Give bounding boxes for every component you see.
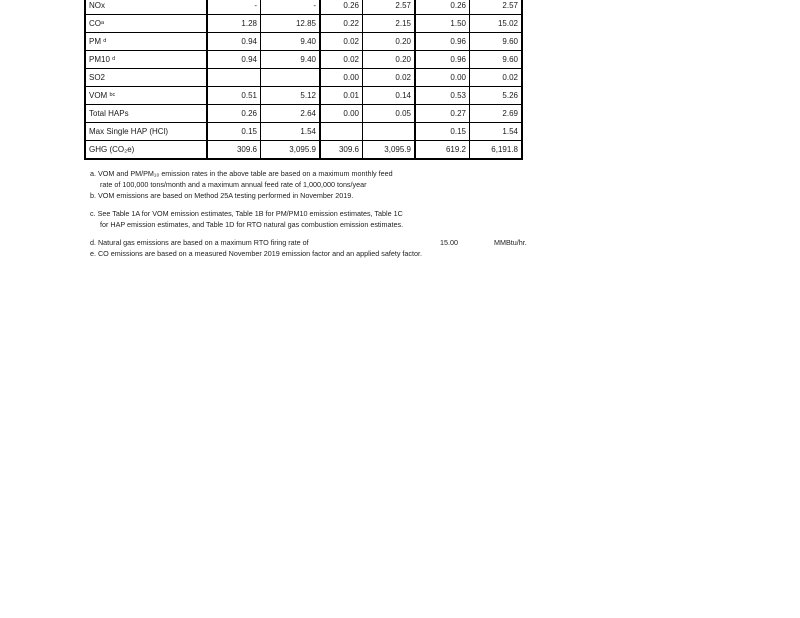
table-cell: 0.15 [207, 123, 261, 141]
table-cell: 309.6 [207, 141, 261, 160]
table-cell [320, 123, 363, 141]
table-cell: 0.26 [415, 0, 470, 15]
table-cell: 9.60 [470, 51, 523, 69]
note-d-value: 15.00 [440, 238, 458, 247]
table-cell: 15.02 [470, 15, 523, 33]
table-row [85, 87, 522, 105]
row-label: NOx [85, 0, 207, 15]
table-cell: 9.40 [261, 33, 321, 51]
row-label: SO2 [85, 69, 207, 87]
emissions-table [84, 0, 523, 160]
table-cell: 0.22 [320, 15, 363, 33]
row-label: Total HAPs [85, 105, 207, 123]
note-c [90, 208, 550, 230]
table-cell: 0.00 [320, 69, 363, 87]
table-cell: 3,095.9 [363, 141, 416, 160]
table-cell: 2.57 [363, 0, 416, 15]
table-cell: 619.2 [415, 141, 470, 160]
table-cell: 0.94 [207, 33, 261, 51]
note-b: b. VOM emissions are based on Method 25A testing performed in November 2019. [90, 191, 354, 200]
row-label: PM ᵈ [85, 33, 207, 51]
table-cell: 0.26 [320, 0, 363, 15]
table-row [85, 0, 522, 15]
table-cell: 5.12 [261, 87, 321, 105]
table-cell: 2.64 [261, 105, 321, 123]
table-cell: 9.40 [261, 51, 321, 69]
table-cell: 0.26 [207, 105, 261, 123]
table-cell: 0.00 [320, 105, 363, 123]
table-cell [363, 123, 416, 141]
table-row [85, 33, 522, 51]
table-cell: 0.96 [415, 51, 470, 69]
row-label: VOM ᵇᶜ [85, 87, 207, 105]
table-cell: 2.57 [470, 0, 523, 15]
table-cell [207, 69, 261, 87]
note-d-text: d. Natural gas emissions are based on a maximum RTO firing rate of [90, 238, 309, 247]
table-cell: 1.54 [470, 123, 523, 141]
table-row [85, 141, 522, 160]
table-row [85, 105, 522, 123]
table-cell: 0.14 [363, 87, 416, 105]
note-c-line1: c. See Table 1A for VOM emission estimates, Table 1B for PM/PM10 emission estimates, Table 1C [90, 209, 403, 218]
table-cell: 1.54 [261, 123, 321, 141]
table-cell: 0.96 [415, 33, 470, 51]
table-cell: 0.94 [207, 51, 261, 69]
table-row [85, 69, 522, 87]
table-row [85, 123, 522, 141]
table-cell: 0.20 [363, 33, 416, 51]
table-notes [90, 168, 550, 259]
table-cell: 6,191.8 [470, 141, 523, 160]
table-cell: 0.05 [363, 105, 416, 123]
table-cell: 0.53 [415, 87, 470, 105]
note-a [90, 168, 550, 190]
table-cell: 5.26 [470, 87, 523, 105]
table-cell: 0.02 [363, 69, 416, 87]
note-c-line2: for HAP emission estimates, and Table 1D for RTO natural gas combustion emission estimates. [100, 220, 404, 229]
table-cell: 0.27 [415, 105, 470, 123]
table-cell: 2.15 [363, 15, 416, 33]
table-cell: 0.01 [320, 87, 363, 105]
table-cell: - [261, 0, 321, 15]
note-a-line2: rate of 100,000 tons/month and a maximum annual feed rate of 1,000,000 tons/year [100, 180, 367, 189]
table-cell: 2.69 [470, 105, 523, 123]
row-label: GHG (CO₂e) [85, 141, 207, 160]
table-cell: 9.60 [470, 33, 523, 51]
table-cell: 3,095.9 [261, 141, 321, 160]
table-cell: 0.51 [207, 87, 261, 105]
row-label: PM10 ᵈ [85, 51, 207, 69]
table-cell: 0.02 [470, 69, 523, 87]
note-a-line1: a. VOM and PM/PM₁₀ emission rates in the above table are based on a maximum monthly feed [90, 169, 393, 178]
row-label: Max Single HAP (HCl) [85, 123, 207, 141]
table-cell: 0.02 [320, 33, 363, 51]
note-d-unit: MMBtu/hr. [494, 238, 527, 247]
table-cell [261, 69, 321, 87]
table-cell: 0.20 [363, 51, 416, 69]
table-cell: 1.28 [207, 15, 261, 33]
table-cell: 0.15 [415, 123, 470, 141]
table-cell: 1.50 [415, 15, 470, 33]
table-cell: 0.02 [320, 51, 363, 69]
table-row [85, 15, 522, 33]
table-cell: 309.6 [320, 141, 363, 160]
table-cell: 0.00 [415, 69, 470, 87]
note-e: e. CO emissions are based on a measured November 2019 emission factor and an applied safety factor. [90, 249, 423, 258]
row-label: COᵃ [85, 15, 207, 33]
table-cell: - [207, 0, 261, 15]
table-cell: 12.85 [261, 15, 321, 33]
note-d [90, 237, 550, 248]
table-row [85, 51, 522, 69]
